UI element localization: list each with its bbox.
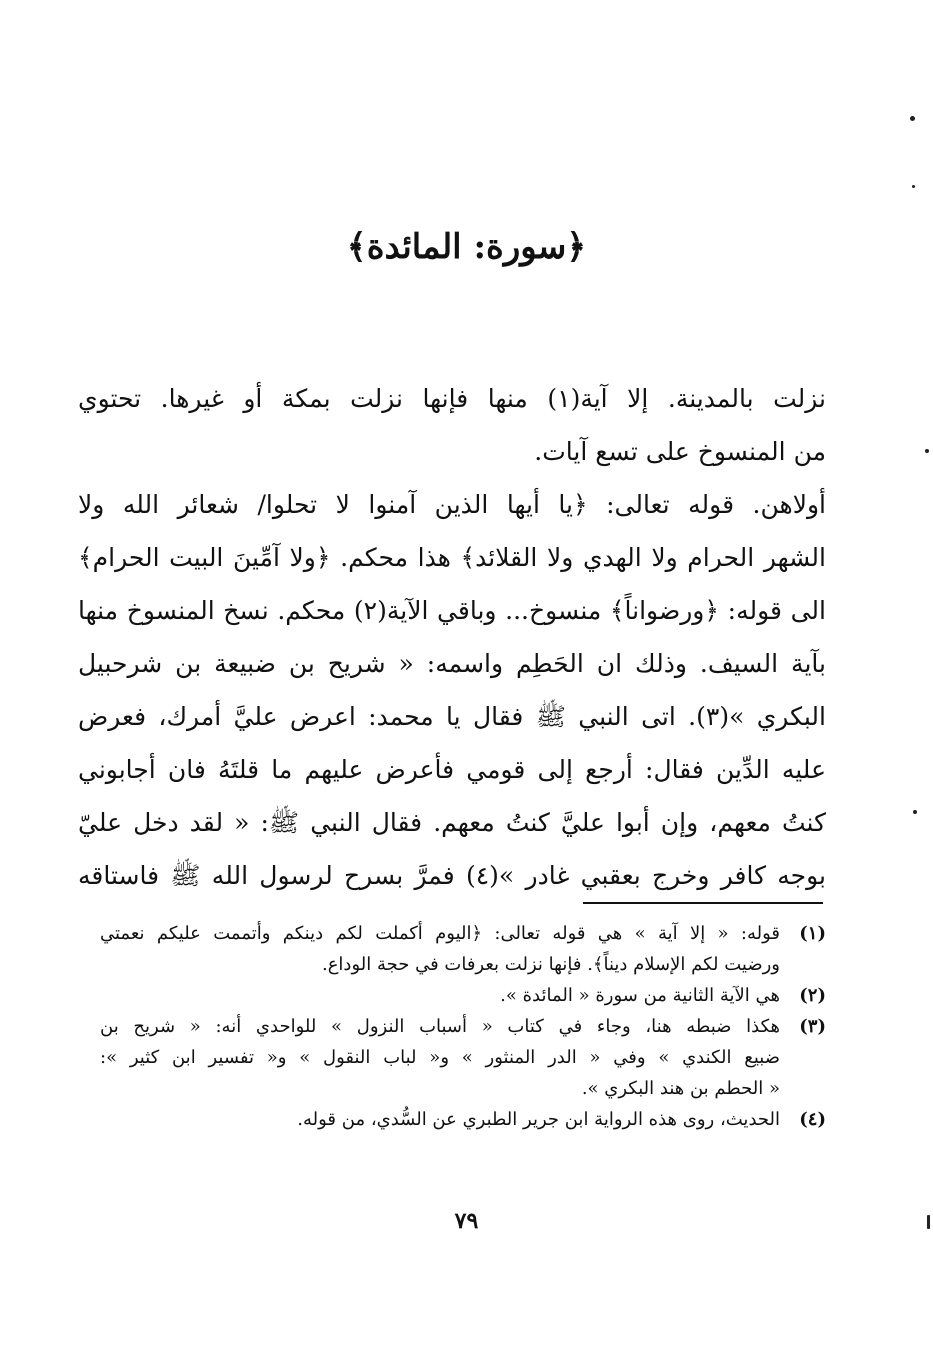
footnote-line: ضبيع الكندي » وفي « الدر المنثور » و« لباب النقول » و« تفسير ابن كثير »: (100, 1047, 780, 1068)
text-line: بآية السيف. وذلك ان الحَطِم واسمه: « شريح بن ضبيعة بن شرحبيل (78, 649, 826, 678)
footnote-line: « الحطم بن هند البكري ». (581, 1078, 780, 1099)
footnote-number: (٣) (799, 1016, 826, 1037)
footnotes (100, 918, 826, 1135)
footnote-1 (100, 918, 826, 980)
text-line: بوجه كافر وخرج بعقبي غادر »(٤) فمرَّ بسرح لرسول الله ﷺ فاستاقه (78, 861, 826, 890)
surah-title: ﴿سورة: المائدة﴾ (346, 227, 587, 267)
footnote-4 (100, 1104, 826, 1135)
text-line: كنتُ معهم، وإن أبوا عليَّ كنتُ معهم. فقال النبي ﷺ: « لقد دخل عليّ (78, 808, 826, 837)
footnote-number: (٤) (799, 1109, 826, 1130)
text-line: نزلت بالمدينة. إلا آية(١) منها فإنها نزلت بمكة أو غيرها. تحتوي (78, 384, 826, 413)
text-line: أولاهن. قوله تعالى: ﴿يا أيها الذين آمنوا لا تحلوا/ شعائر الله ولا (78, 490, 826, 519)
text-line: الى قوله: ﴿ورضواناً﴾ منسوخ... وباقي الآية(٢) محكم. نسخ المنسوخ منها (78, 596, 826, 625)
footnote-line: هي الآية الثانية من سورة « المائدة ». (500, 985, 780, 1006)
text-line: الشهر الحرام ولا الهدي ولا القلائد﴾ هذا محكم. ﴿ولا آمِّينَ البيت الحرام﴾ (78, 543, 826, 572)
footnote-2 (100, 980, 826, 1011)
page-number: ٧٩ (454, 1208, 479, 1234)
footnote-line: قوله: « إلا آية » هي قوله تعالى: ﴿اليوم أكملت لكم دينكم وأتممت عليكم نعمتي (100, 923, 780, 944)
scan-speck (913, 810, 917, 814)
main-text (78, 372, 826, 902)
scan-speck (912, 185, 915, 188)
scan-speck (925, 449, 929, 453)
footnote-number: (١) (799, 923, 826, 944)
text-line: من المنسوخ على تسع آيات. (534, 437, 826, 466)
scan-speck (927, 1215, 930, 1229)
text-line: البكري »(٣). اتى النبي ﷺ فقال يا محمد: اعرض عليَّ أمرك، فعرض (78, 702, 826, 731)
footnote-line: هكذا ضبطه هنا، وجاء في كتاب « أسباب النزول » للواحدي أنه: « شريح بن (100, 1016, 780, 1037)
footnote-3 (100, 1011, 826, 1104)
footnote-line: ورضيت لكم الإسلام ديناً﴾. فإنها نزلت بعرفات في حجة الوداع. (321, 954, 780, 975)
footnote-number: (٢) (799, 985, 826, 1006)
footnote-line: الحديث، روى هذه الرواية ابن جرير الطبري عن السُّدي، من قوله. (297, 1109, 780, 1130)
text-line: عليه الدِّين فقال: أرجع إلى قومي فأعرض عليهم ما قلتَهُ فان أجابوني (78, 755, 826, 784)
scan-speck (910, 116, 915, 121)
footnote-separator (583, 902, 823, 904)
